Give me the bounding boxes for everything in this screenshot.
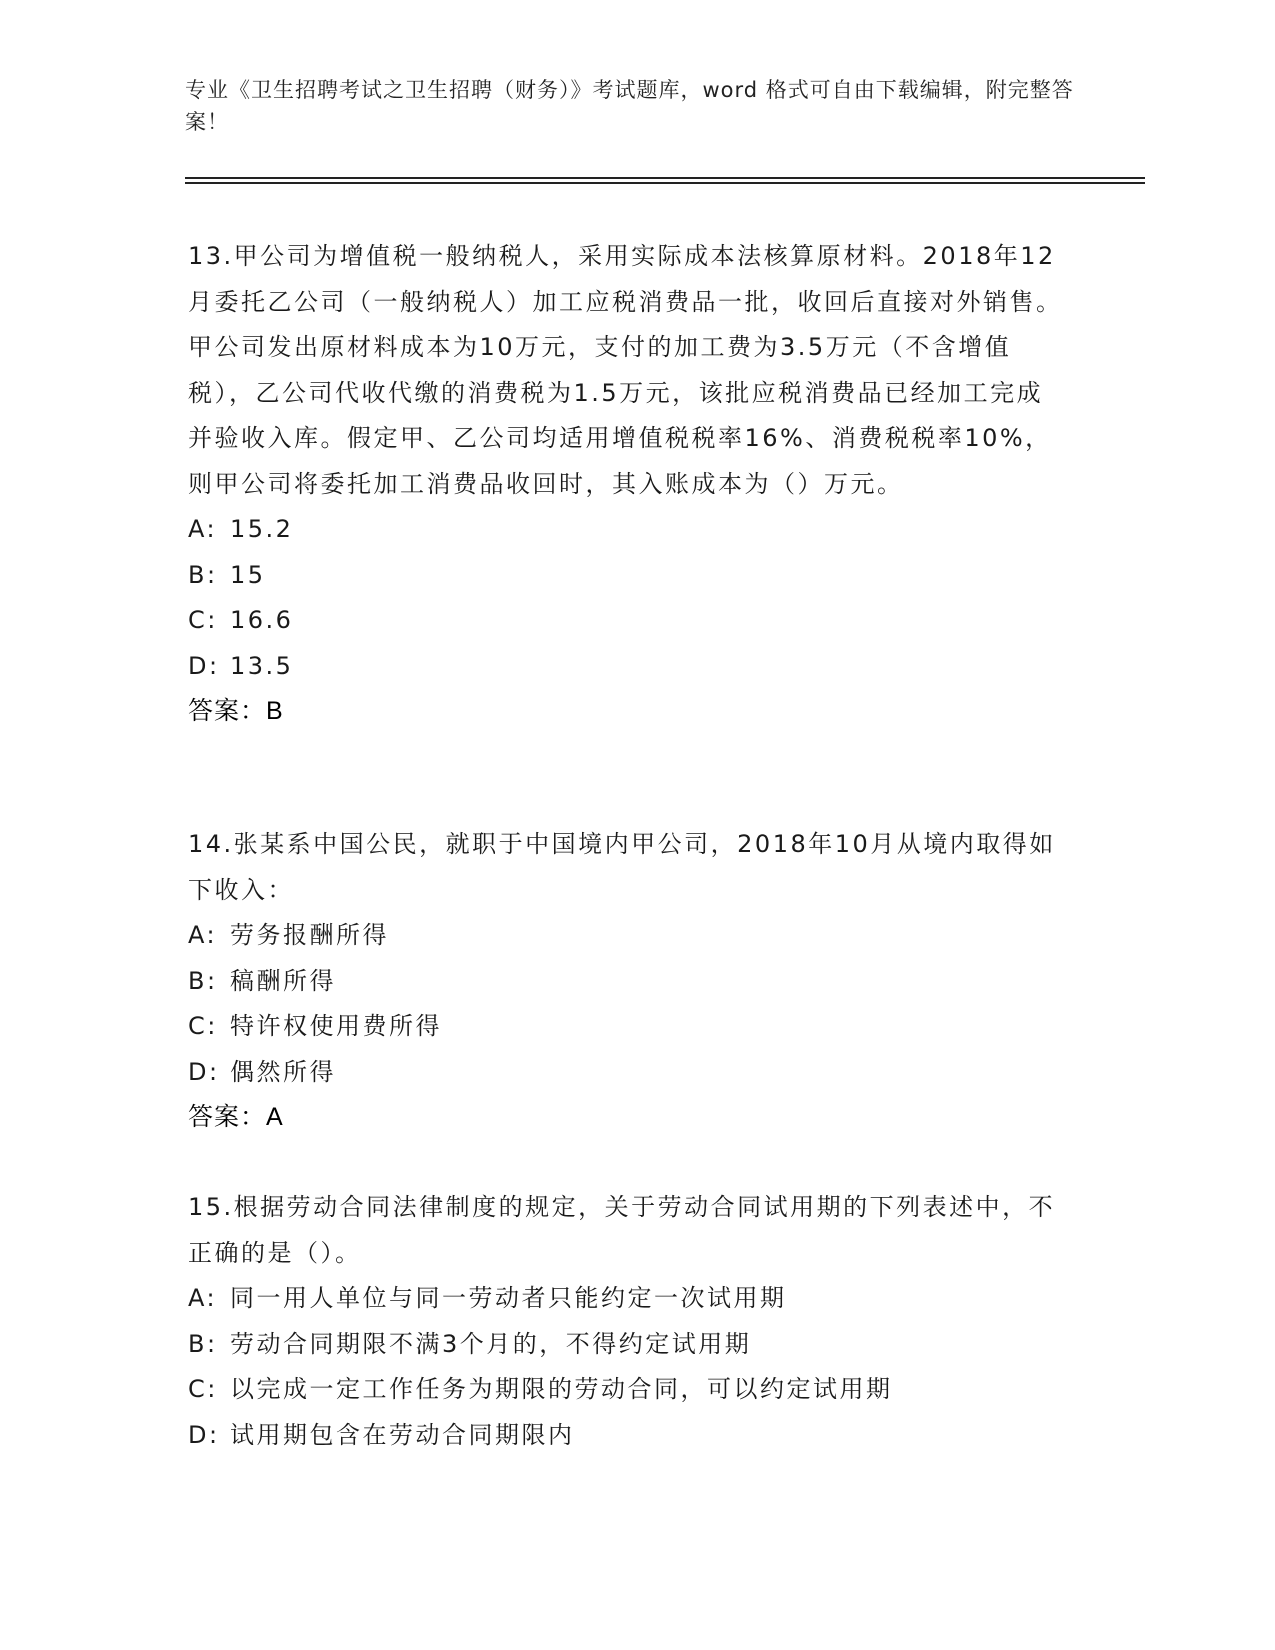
option-letter: C: [188,1375,218,1403]
option-text: 以完成一定工作任务为期限的劳动合同，可以约定试用期 [230,1375,893,1403]
option-c [188,598,1068,644]
question-13 [188,234,1068,734]
option-b [188,553,1068,599]
option-text: 劳动合同期限不满3个月的，不得约定试用期 [230,1329,752,1358]
option-b [188,959,1068,1005]
option-a [188,913,1068,959]
option-text: 稿酬所得 [230,966,336,995]
option-c [188,1004,1068,1050]
option-text: 试用期包含在劳动合同期限内 [230,1420,575,1449]
option-letter: C: [188,606,218,634]
option-b [188,1322,1068,1368]
option-a [188,507,1068,553]
option-letter: D: [188,651,220,680]
option-text: 特许权使用费所得 [230,1012,442,1040]
option-d [188,1413,1068,1459]
option-c [188,1367,1068,1413]
option-text: 偶然所得 [230,1057,336,1086]
option-letter: B: [188,966,218,995]
option-letter: A: [188,921,218,949]
option-letter: C: [188,1012,218,1040]
option-letter: A: [188,515,218,543]
option-letter: B: [188,1329,218,1358]
option-d [188,1050,1068,1096]
option-d [188,644,1068,690]
option-text: 同一用人单位与同一劳动者只能约定一次试用期 [230,1284,787,1312]
question-15 [188,1185,1068,1458]
option-letter: D: [188,1420,220,1449]
header-divider-top [185,177,1145,179]
option-letter: B: [188,560,218,589]
question-stem: 13.甲公司为增值税一般纳税人，采用实际成本法核算原材料。2018年12月委托乙公司（一般纳税人）加工应税消费品一批，收回后直接对外销售。甲公司发出原材料成本为10万元，支付的加工费为3.5万元（不含增值税），乙公司代收代缴的消费税为1.5万元，该批应税消费品已经加工完成并验收入库。假定甲、乙公司均适用增值税税率16%、消费税税率10%，则甲公司将委托加工消费品收回时，其入账成本为（）万元。 [188,242,1063,498]
answer-label: 答案：A [188,1103,284,1131]
option-letter: A: [188,1284,218,1312]
question-14 [188,822,1068,1140]
option-text: 16.6 [230,606,294,634]
option-text: 15.2 [230,515,294,543]
document-header: 专业《卫生招聘考试之卫生招聘（财务）》考试题库，word 格式可自由下载编辑，附完整答案！ [185,78,1074,134]
option-text: 15 [230,560,266,589]
question-stem: 15.根据劳动合同法律制度的规定，关于劳动合同试用期的下列表述中，不正确的是（）。 [188,1193,1056,1267]
answer-label: 答案：B [188,697,284,725]
option-text: 13.5 [230,651,294,680]
option-a [188,1276,1068,1322]
question-stem: 14.张某系中国公民，就职于中国境内甲公司，2018年10月从境内取得如下收入： [188,830,1056,904]
header-divider-bottom [185,182,1145,184]
option-text: 劳务报酬所得 [230,921,389,949]
option-letter: D: [188,1057,220,1086]
